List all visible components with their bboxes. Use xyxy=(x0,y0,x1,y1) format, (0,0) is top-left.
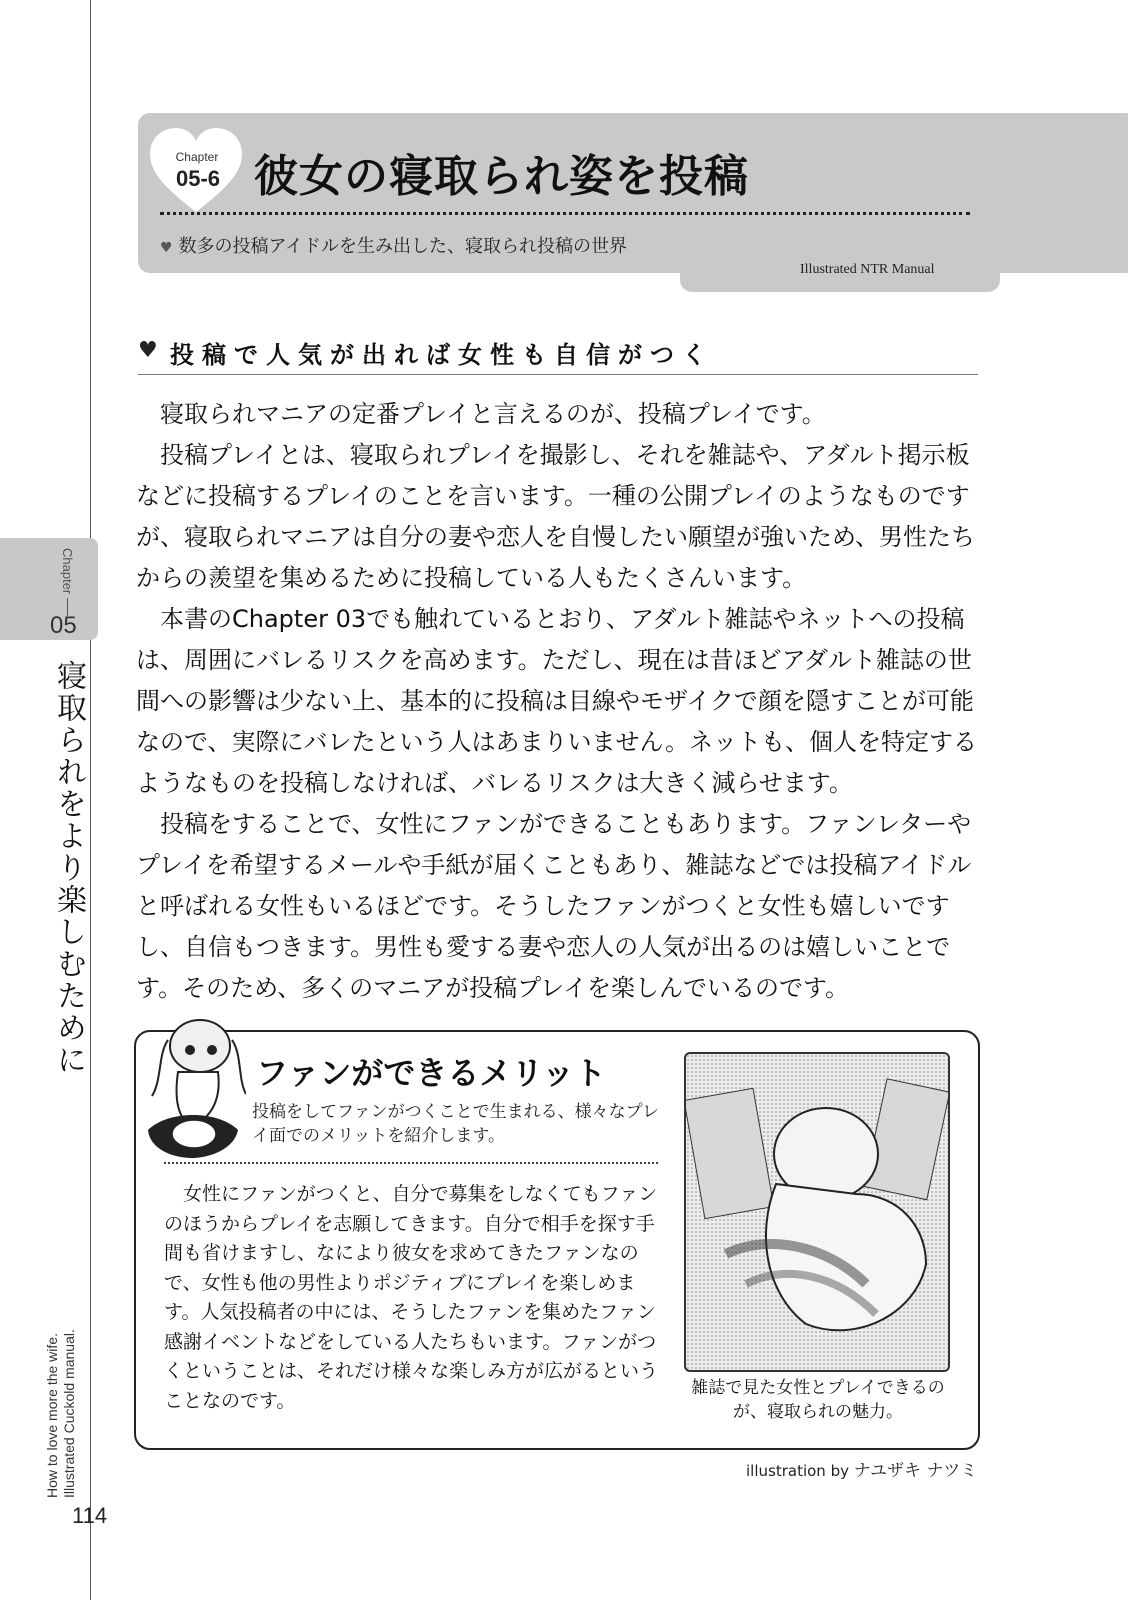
body-paragraph: 本書のChapter 03でも触れているとおり、アダルト雑誌やネットへの投稿は、周囲にバレるリスクを高めます。ただし、現在は昔ほどアダルト雑誌の世間への影響は少ない上、基本的に投稿は目線やモザイクで顔を隠すことが可能なので、実際にバレたという人はあまりいません。ネットも、個人を特定するようなものを投稿しなければ、バレるリスクは大きく減らせます。 xyxy=(136,605,977,797)
manga-illustration xyxy=(684,1052,950,1372)
credit-prefix: illustration by xyxy=(746,1462,849,1480)
side-chapter-label: Chapter xyxy=(60,548,75,595)
page-title: 彼女の寝取られ姿を投稿 xyxy=(254,151,749,202)
side-english-title xyxy=(44,1300,78,1498)
callout-title: ファンができるメリット xyxy=(256,1054,607,1092)
heart-icon: ♥ xyxy=(138,338,158,363)
header-subtitle-text: 数多の投稿アイドルを生み出した、寝取られ投稿の世界 xyxy=(178,236,627,257)
callout-dotted-rule xyxy=(164,1162,658,1164)
body-paragraph: 寝取られマニアの定番プレイと言えるのが、投稿プレイです。 xyxy=(160,400,826,428)
header-subtitle xyxy=(160,232,627,258)
illustration-credit xyxy=(746,1456,977,1481)
body-text xyxy=(136,394,986,1009)
side-english-line1: How to love more the wife. xyxy=(44,1333,60,1498)
header-dotted-rule xyxy=(160,212,970,215)
body-paragraph: 投稿をすることで、女性にファンができることもあります。ファンレターやプレイを希望するメールや手紙が届くこともあり、雑誌などでは投稿アイドルと呼ばれる女性もいるほどです。そうしたファンがつくと女性も嬉しいですし、自信もつきます。男性も愛する妻や恋人の人気が出るのは嬉しいことです。そのため、多くのマニアが投稿プレイを楽しんでいるのです。 xyxy=(136,810,972,1002)
chibi-character-illustration xyxy=(138,1010,246,1160)
side-chapter-number: 05 xyxy=(50,612,77,639)
page-number: 114 xyxy=(72,1503,108,1528)
callout-body: 女性にファンがつくと、自分で募集をしなくてもファンのほうからプレイを志願してきます。自分で相手を探す手間も省けますし、なにより彼女を求めてきたファンなので、女性も他の男性よりポジティブにプレイを楽しめます。人気投稿者の中には、そうしたファンを集めたファン感謝イベントなどをしている人たちもいます。ファンがつくということは、それだけ様々な楽しみ方が広がるということなのです。 xyxy=(164,1183,659,1412)
side-vertical-title: 寝取られをより楽しむために xyxy=(51,660,86,1076)
manual-label: Illustrated NTR Manual xyxy=(800,262,935,277)
credit-name: ナユザキ ナツミ xyxy=(853,1461,978,1481)
heart-icon: ♥ xyxy=(160,240,173,256)
chapter-side-tab xyxy=(0,538,98,640)
section-heading: 投稿で人気が出れば女性も自信がつく xyxy=(170,341,714,369)
badge-chapter-label: Chapter xyxy=(175,150,219,164)
margin-rule xyxy=(90,0,91,1600)
callout-lead: 投稿をしてファンがつくことで生まれる、様々なプレイ面でのメリットを紹介します。 xyxy=(252,1102,659,1146)
side-english-line2: Illustrated Cuckold manual. xyxy=(61,1329,77,1498)
section-rule xyxy=(138,374,978,375)
illustration-caption: 雑誌で見た女性とプレイできるのが、寝取られの魅力。 xyxy=(691,1378,945,1422)
body-paragraph: 投稿プレイとは、寝取られプレイを撮影し、それを雑誌や、アダルト掲示板などに投稿するプレイのことを言います。一種の公開プレイのようなものですが、寝取られマニアは自分の妻や恋人を自慢したい願望が強いため、男性たちからの羨望を集めるために投稿している人もたくさんいます。 xyxy=(136,441,976,592)
badge-chapter-number: 05-6 xyxy=(175,166,221,191)
